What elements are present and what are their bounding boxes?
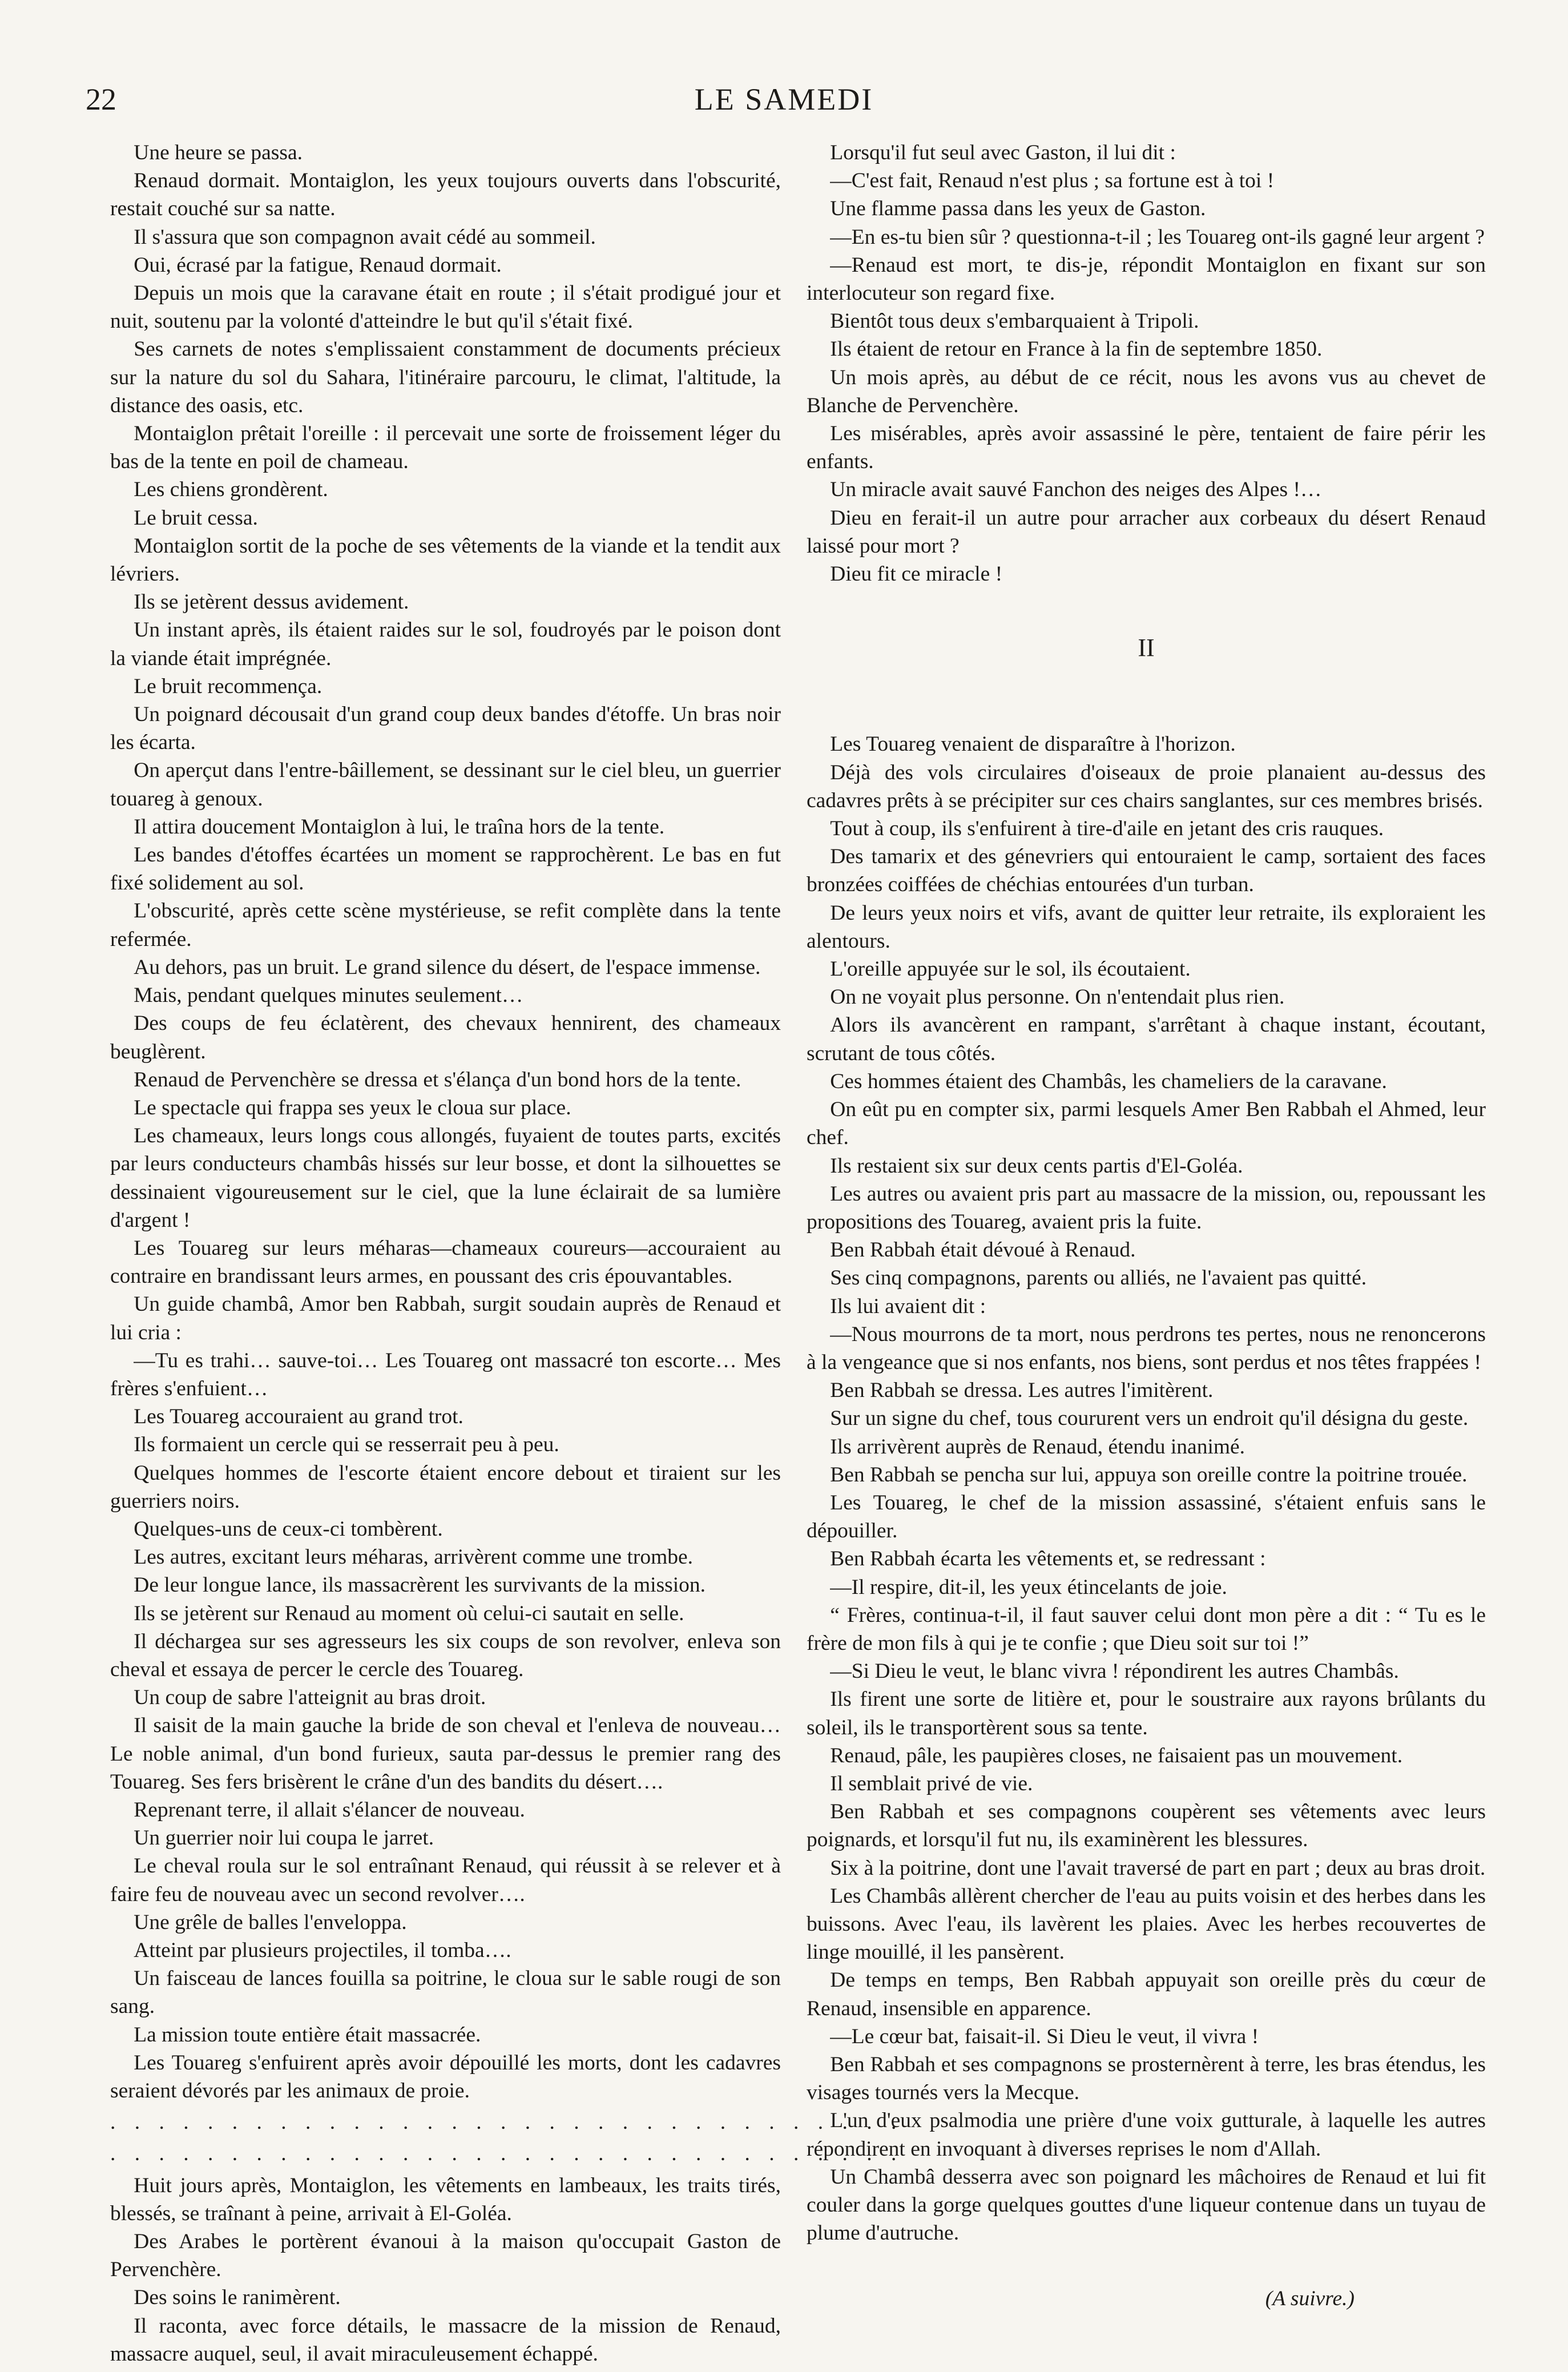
paragraph: Les misérables, après avoir assassiné le père, tentaient de faire périr les enfants. [807, 422, 1486, 474]
paragraph: L'oreille appuyée sur le sol, ils écoutaient. [830, 957, 1191, 981]
paragraph: Il attira doucement Montaiglon à lui, le traîna hors de la tente. [134, 815, 665, 839]
paragraph: Le bruit cessa. [134, 506, 258, 530]
ellipsis-separator-row: . . . . . . . . . . . . . . . . . . . . . . . . . . . . . . . . . [110, 2111, 904, 2135]
left-column-text-after [110, 2172, 781, 2368]
paragraph: —Il respire, dit-il, les yeux étincelants de joie. [830, 1575, 1227, 1599]
paragraph: Reprenant terre, il allait s'élancer de nouveau. [134, 1798, 525, 1822]
paragraph: Tout à coup, ils s'enfuirent à tire-d'aile en jetant des cris rauques. [830, 817, 1384, 841]
paragraph: Des Arabes le portèrent évanoui à la maison qu'occupait Gaston de Pervenchère. [110, 2230, 781, 2282]
paragraph: Ils firent une sorte de litière et, pour le soustraire aux rayons brûlants du soleil, ils le transportèrent sous sa tente. [807, 1688, 1486, 1739]
paragraph: L'obscurité, après cette scène mystérieuse, se refit complète dans la tente refermée. [110, 899, 781, 951]
paragraph: Montaiglon sortit de la poche de ses vêtements de la viande et la tendit aux lévriers. [110, 534, 781, 586]
paragraph: Depuis un mois que la caravane était en route ; il s'était prodigué jour et nuit, soutenu par la volonté d'atteindre le but qu'il s'était fixé. [110, 281, 781, 333]
paragraph: Quelques hommes de l'escorte étaient encore debout et tiraient sur les guerriers noirs. [110, 1461, 781, 1513]
paragraph: Ben Rabbah était dévoué à Renaud. [830, 1238, 1136, 1262]
paragraph: Ils arrivèrent auprès de Renaud, étendu inanimé. [830, 1435, 1245, 1459]
paragraph: Renaud de Pervenchère se dressa et s'élança d'un bond hors de la tente. [134, 1068, 741, 1092]
paragraph: Les Touareg s'enfuirent après avoir dépouillé les morts, dont les cadavres seraient dévorés par les animaux de proie. [110, 2051, 781, 2103]
paragraph: Ils étaient de retour en France à la fin de septembre 1850. [830, 337, 1323, 361]
paragraph: —Si Dieu le veut, le blanc vivra ! répondirent les autres Chambâs. [830, 1660, 1399, 1684]
paragraph: Dieu en ferait-il un autre pour arracher aux corbeaux du désert Renaud laissé pour mort ? [807, 506, 1486, 558]
paragraph: On ne voyait plus personne. On n'entendait plus rien. [830, 985, 1285, 1009]
paragraph: Le cheval roula sur le sol entraînant Renaud, qui réussit à se relever et à faire feu de nouveau avec un second revolver…. [110, 1854, 781, 1906]
paragraph: Les autres ou avaient pris part au massacre de la mission, ou, repoussant les propositions des Touareg, avaient pris la fuite. [807, 1182, 1486, 1234]
paragraph: Ben Rabbah écarta les vêtements et, se redressant : [830, 1547, 1266, 1571]
paragraph: Ils lui avaient dit : [830, 1294, 986, 1318]
paragraph: Dieu fit ce miracle ! [830, 562, 1003, 586]
page-header [0, 0, 1568, 114]
paragraph: Les chiens grondèrent. [134, 478, 328, 502]
paragraph: Ils se jetèrent dessus avidement. [134, 590, 409, 614]
paragraph: Renaud, pâle, les paupières closes, ne faisaient pas un mouvement. [830, 1743, 1403, 1767]
paragraph: Un poignard décousait d'un grand coup deux bandes d'étoffe. Un bras noir les écarta. [110, 703, 781, 755]
paragraph: Au dehors, pas un bruit. Le grand silence du désert, de l'espace immense. [134, 955, 761, 979]
paragraph: Montaiglon prêtait l'oreille : il percevait une sorte de froissement léger du bas de la tente en poil de chameau. [110, 422, 781, 474]
paragraph: Un guide chambâ, Amor ben Rabbah, surgit soudain auprès de Renaud et lui cria : [110, 1292, 781, 1344]
paragraph: Atteint par plusieurs projectiles, il tomba…. [134, 1939, 511, 1962]
paragraph: Une grêle de balles l'enveloppa. [134, 1910, 407, 1934]
paragraph: Renaud dormait. Montaiglon, les yeux toujours ouverts dans l'obscurité, restait couché sur sa natte. [110, 169, 781, 221]
paragraph: Ben Rabbah se pencha sur lui, appuya son oreille contre la poitrine trouée. [830, 1463, 1468, 1487]
paragraph: Une heure se passa. [134, 141, 303, 164]
paragraph: La mission toute entière était massacrée. [134, 2023, 481, 2047]
paragraph: Il s'assura que son compagnon avait cédé au sommeil. [134, 225, 596, 249]
paragraph: Le bruit recommença. [134, 674, 323, 698]
paragraph: Ils restaient six sur deux cents partis d'El-Goléa. [830, 1154, 1243, 1178]
paragraph: On aperçut dans l'entre-bâillement, se dessinant sur le ciel bleu, un guerrier touareg à genoux. [110, 759, 781, 811]
paragraph: —En es-tu bien sûr ? questionna-t-il ; les Touareg ont-ils gagné leur argent ? [830, 225, 1485, 249]
paragraph: Alors ils avancèrent en rampant, s'arrêtant à chaque instant, écoutant, scrutant de tous côtés. [807, 1013, 1486, 1065]
right-column-text-part-1 [807, 139, 1486, 588]
paragraph: Six à la poitrine, dont une l'avait traversé de part en part ; deux au bras droit. [830, 1856, 1486, 1880]
paragraph: Ben Rabbah et ses compagnons coupèrent ses vêtements avec leurs poignards, et lorsqu'il fut nu, ils examinèrent les blessures. [807, 1800, 1486, 1852]
paragraph: Lorsqu'il fut seul avec Gaston, il lui dit : [830, 141, 1176, 164]
paragraph: Il semblait privé de vie. [830, 1771, 1033, 1795]
section-numeral: II [1138, 634, 1155, 662]
paragraph: —C'est fait, Renaud n'est plus ; sa fortune est à toi ! [830, 169, 1275, 193]
paragraph: Mais, pendant quelques minutes seulement… [134, 984, 523, 1008]
left-column [110, 139, 904, 2368]
paragraph: De temps en temps, Ben Rabbah appuyait son oreille près du cœur de Renaud, insensible en apparence. [807, 1968, 1486, 2020]
paragraph: Oui, écrasé par la fatigue, Renaud dormait. [134, 253, 502, 277]
paragraph: Le spectacle qui frappa ses yeux le cloua sur place. [134, 1096, 571, 1119]
paragraph: Quelques-uns de ceux-ci tombèrent. [134, 1517, 443, 1541]
paragraph: Un guerrier noir lui coupa le jarret. [134, 1826, 434, 1850]
ellipsis-separator-row: . . . . . . . . . . . . . . . . . . . . . . . . . . . . . . . . . [110, 2142, 904, 2166]
paragraph: Les Chambâs allèrent chercher de l'eau au puits voisin et des herbes dans les buissons. Avec l'eau, ils lavèrent les plaies. Avec les herbes recouvertes de linge mouillé, il les pansèrent. [807, 1884, 1486, 1964]
paragraph: Ben Rabbah se dressa. Les autres l'imitèrent. [830, 1379, 1214, 1403]
paragraph: Les Touareg venaient de disparaître à l'horizon. [830, 732, 1236, 756]
paragraph: On eût pu en compter six, parmi lesquels Amer Ben Rabbah el Ahmed, leur chef. [807, 1098, 1486, 1150]
paragraph: Un mois après, au début de ce récit, nous les avons vus au chevet de Blanche de Pervenchère. [807, 365, 1486, 417]
to-be-continued-note: (A suivre.) [1265, 2287, 1355, 2311]
paragraph: De leur longue lance, ils massacrèrent les survivants de la mission. [134, 1573, 706, 1597]
paragraph: Les chameaux, leurs longs cous allongés, fuyaient de toutes parts, excités par leurs conducteurs chambâs hissés sur leur bosse, et dont la silhouettes se dessinaient vigoureusement sur le ciel, que la lune éclairait de sa lumière d'argent ! [110, 1124, 781, 1232]
paragraph: Les Touareg, le chef de la mission assassiné, s'étaient enfuis sans le dépouiller. [807, 1491, 1486, 1543]
paragraph: Des soins le ranimèrent. [134, 2286, 341, 2310]
paragraph: Les Touareg accouraient au grand trot. [134, 1405, 463, 1429]
paragraph: De leurs yeux noirs et vifs, avant de quitter leur retraite, ils exploraient les alentours. [807, 901, 1486, 953]
paragraph: Ses cinq compagnons, parents ou alliés, ne l'avaient pas quitté. [830, 1266, 1367, 1290]
paragraph: Sur un signe du chef, tous coururent vers un endroit qu'il désigna du geste. [830, 1407, 1469, 1431]
paragraph: Ses carnets de notes s'emplissaient constamment de documents précieux sur la nature du sol du Sahara, l'itinéraire parcouru, le climat, l'altitude, la distance des oasis, etc. [110, 337, 781, 417]
paragraph: Les autres, excitant leurs méharas, arrivèrent comme une trombe. [134, 1545, 694, 1569]
paragraph: Un coup de sabre l'atteignit au bras droit. [134, 1686, 486, 1710]
paragraph: Une flamme passa dans les yeux de Gaston. [830, 197, 1206, 221]
paragraph: Bientôt tous deux s'embarquaient à Tripoli. [830, 309, 1199, 333]
paragraph: “ Frères, continua-t-il, il faut sauver celui dont mon père a dit : “ Tu es le frère de mon fils à qui je te confie ; que Dieu soit sur toi !” [807, 1603, 1486, 1655]
paragraph: L'un d'eux psalmodia une prière d'une voix gutturale, à laquelle les autres répondirent en invoquant à diverses reprises le nom d'Allah. [807, 2109, 1486, 2161]
paragraph: —Le cœur bat, faisait-il. Si Dieu le veut, il vivra ! [830, 2024, 1259, 2048]
right-column-text-part-2 [807, 730, 1486, 2247]
paragraph: Les Touareg sur leurs méharas—chameaux coureurs—accouraient au contraire en brandissant leurs armes, en poussant des cris épouvantables. [110, 1236, 781, 1288]
page-number: 22 [86, 82, 116, 116]
left-column-text-before [110, 139, 781, 2105]
paragraph: Il saisit de la main gauche la bride de son cheval et l'enleva de nouveau… Le noble animal, d'un bond furieux, sauta par-dessus le premier rang des Touareg. Ses fers brisèrent le crâne d'un des bandits du désert…. [110, 1714, 781, 1794]
paragraph: Les bandes d'étoffes écartées un moment se rapprochèrent. Le bas en fut fixé solidement au sol. [110, 843, 781, 895]
paragraph: Il déchargea sur ses agresseurs les six coups de son revolver, enleva son cheval et essaya de percer le cercle des Touareg. [110, 1629, 781, 1681]
paragraph: Déjà des vols circulaires d'oiseaux de proie planaient au-dessus des cadavres prêts à se précipiter sur ces chairs sanglantes, sur ces membres brisés. [807, 760, 1486, 812]
paragraph: —Nous mourrons de ta mort, nous perdrons tes pertes, nous ne renoncerons à la vengeance que si nos enfants, nos biens, sont perdus et nos têtes frappées ! [807, 1322, 1486, 1374]
paragraph: Ces hommes étaient des Chambâs, les chameliers de la caravane. [830, 1069, 1387, 1093]
paragraph: —Tu es trahi… sauve-toi… Les Touareg ont massacré ton escorte… Mes frères s'enfuient… [110, 1348, 781, 1400]
paragraph: Huit jours après, Montaiglon, les vêtements en lambeaux, les traits tirés, blessés, se traînant à peine, arrivait à El-Goléa. [110, 2173, 781, 2225]
paragraph: Un faisceau de lances fouilla sa poitrine, le cloua sur le sable rougi de son sang. [110, 1967, 781, 2019]
paragraph: Des tamarix et des génevriers qui entouraient le camp, sortaient des faces bronzées coiffées de chéchias entourées d'un turban. [807, 845, 1486, 897]
paragraph: Ils se jetèrent sur Renaud au moment où celui-ci sautait en selle. [134, 1601, 684, 1625]
paragraph: Des coups de feu éclatèrent, des chevaux hennirent, des chameaux beuglèrent. [110, 1012, 781, 1064]
paragraph: Il raconta, avec force détails, le massacre de la mission de Renaud, massacre auquel, seul, il avait miraculeusement échappé. [110, 2314, 781, 2366]
paragraph: Un instant après, ils étaient raides sur le sol, foudroyés par le poison dont la viande était imprégnée. [110, 618, 781, 670]
right-column [807, 139, 1486, 2313]
paragraph: Ben Rabbah et ses compagnons se prosternèrent à terre, les bras étendus, les visages tournés vers la Mecque. [807, 2053, 1486, 2105]
paragraph: —Renaud est mort, te dis-je, répondit Montaiglon en fixant sur son interlocuteur son regard fixe. [807, 253, 1486, 305]
running-title: LE SAMEDI [694, 82, 874, 116]
paragraph: Un miracle avait sauvé Fanchon des neiges des Alpes !… [830, 478, 1322, 502]
paragraph: Un Chambâ desserra avec son poignard les mâchoires de Renaud et lui fit couler dans la gorge quelques gouttes d'une liqueur contenue dans un tuyau de plume d'autruche. [807, 2165, 1486, 2245]
paragraph: Ils formaient un cercle qui se resserrait peu à peu. [134, 1433, 559, 1457]
